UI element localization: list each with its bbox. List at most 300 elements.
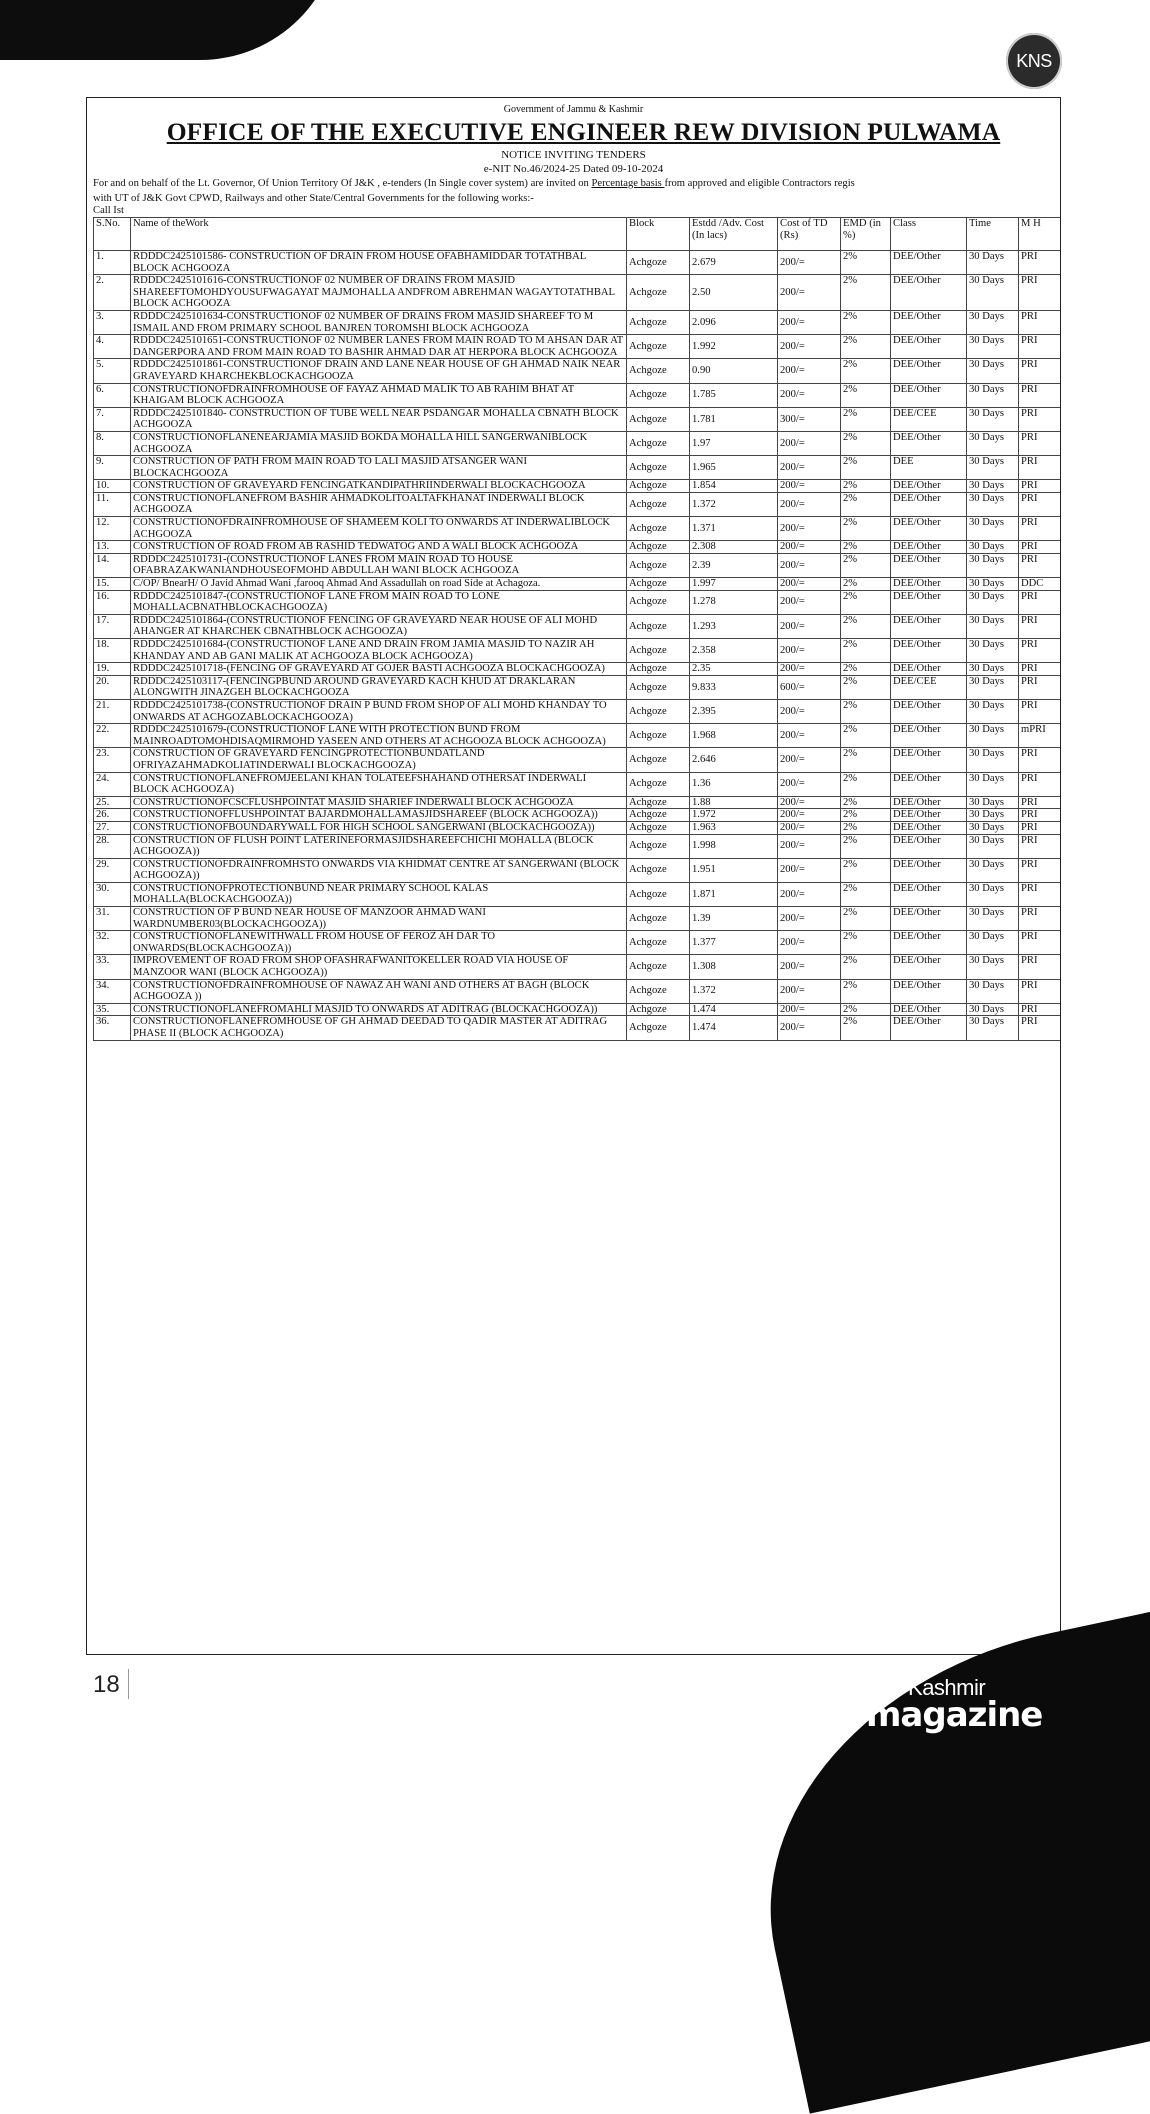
td-cost-cell: 200/= [778, 858, 841, 882]
td-cost-cell: 200/= [778, 931, 841, 955]
td-cost-cell: 200/= [778, 431, 841, 455]
work-name-cell: CONSTRUCTIONOFDRAINFROMHOUSE OF FAYAZ AHMAD MALIK TO AB RAHIM BHAT AT KHAIGAM BLOCK ACHGOOZA [131, 383, 627, 407]
work-name-cell: RDDDC2425101861-CONSTRUCTIONOF DRAIN AND LANE NEAR HOUSE OF GH AHMAD NAIK NEAR GRAVEYARD KHARCHEKBLOCKACHGOOZA [131, 359, 627, 383]
time-cell: 30 Days [967, 979, 1019, 1003]
work-name-cell: CONSTRUCTION OF PATH FROM MAIN ROAD TO LALI MASJID ATSANGER WANI BLOCKACHGOOZA [131, 456, 627, 480]
class-cell: DEE/Other [891, 834, 967, 858]
time-cell: 30 Days [967, 1003, 1019, 1016]
government-line: Government of Jammu & Kashmir [503, 104, 644, 115]
mh-cell: PRI [1019, 407, 1062, 431]
work-name-cell: CONSTRUCTIONOFBOUNDARYWALL FOR HIGH SCHOOL SANGERWANI (BLOCKACHGOOZA)) [131, 821, 627, 834]
kns-logo-badge: KNS [1006, 33, 1062, 89]
class-cell: DEE/Other [891, 724, 967, 748]
sno-cell: 11. [94, 492, 131, 516]
table-row [94, 955, 1062, 979]
mh-cell: PRI [1019, 492, 1062, 516]
time-cell: 30 Days [967, 821, 1019, 834]
sno-cell: 22. [94, 724, 131, 748]
table-row [94, 1003, 1062, 1016]
class-cell: DEE/Other [891, 614, 967, 638]
table-header-row [94, 218, 1062, 251]
sno-cell: 30. [94, 882, 131, 906]
emd-cell: 2% [841, 553, 891, 577]
sno-cell: 4. [94, 335, 131, 359]
class-cell: DEE/Other [891, 359, 967, 383]
work-name-cell: RDDDC2425101840- CONSTRUCTION OF TUBE WELL NEAR PSDANGAR MOHALLA CBNATH BLOCK ACHGOOZA [131, 407, 627, 431]
work-name-cell: CONSTRUCTIONOFLANEFROM BASHIR AHMADKOLITOALTAFKHANAT INDERWALI BLOCK ACHGOOZA [131, 492, 627, 516]
work-name-cell: CONSTRUCTIONOFDRAINFROMHOUSE OF SHAMEEM KOLI TO ONWARDS AT INDERWALIBLOCK ACHGOOZA [131, 517, 627, 541]
block-cell: Achgoze [627, 578, 690, 591]
sno-cell: 16. [94, 590, 131, 614]
td-cost-cell: 600/= [778, 675, 841, 699]
emd-cell: 2% [841, 614, 891, 638]
block-cell: Achgoze [627, 858, 690, 882]
block-cell: Achgoze [627, 359, 690, 383]
work-name-cell: CONSTRUCTIONOFLANEWITHWALL FROM HOUSE OF FEROZ AH DAR TO ONWARDS(BLOCKACHGOOZA)) [131, 931, 627, 955]
sno-cell: 5. [94, 359, 131, 383]
sno-cell: 35. [94, 1003, 131, 1016]
cost-cell: 1.278 [690, 590, 778, 614]
block-cell: Achgoze [627, 1016, 690, 1040]
emd-cell: 2% [841, 639, 891, 663]
col-header: Class [891, 218, 967, 251]
time-cell: 30 Days [967, 639, 1019, 663]
work-name-cell: CONSTRUCTIONOFLANEFROMJEELANI KHAN TOLATEEFSHAHAND OTHERSAT INDERWALI BLOCK ACHGOOZA) [131, 772, 627, 796]
table-row [94, 663, 1062, 676]
cost-cell: 1.965 [690, 456, 778, 480]
td-cost-cell: 200/= [778, 1003, 841, 1016]
td-cost-cell: 200/= [778, 359, 841, 383]
class-cell: DEE/Other [891, 931, 967, 955]
notice-heading: NOTICE INVITING TENDERS [501, 149, 646, 161]
time-cell: 30 Days [967, 809, 1019, 822]
block-cell: Achgoze [627, 517, 690, 541]
class-cell: DEE/Other [891, 858, 967, 882]
table-row [94, 310, 1062, 334]
table-row [94, 675, 1062, 699]
emd-cell: 2% [841, 907, 891, 931]
sno-cell: 29. [94, 858, 131, 882]
table-row [94, 431, 1062, 455]
cost-cell: 2.35 [690, 663, 778, 676]
emd-cell: 2% [841, 1003, 891, 1016]
work-name-cell: RDDDC2425101616-CONSTRUCTIONOF 02 NUMBER OF DRAINS FROM MASJID SHAREEFTOMOHDYOUSUFWAGAYAT MAJMOHALLA ANDFROM ABREHMAN WAGAYTOTATHBAL BLOCK ACHGOOZA [131, 275, 627, 311]
block-cell: Achgoze [627, 541, 690, 554]
table-row [94, 480, 1062, 493]
work-name-cell: CONSTRUCTIONOFDRAINFROMHOUSE OF NAWAZ AH WANI AND OTHERS AT BAGH (BLOCK ACHGOOZA )) [131, 979, 627, 1003]
time-cell: 30 Days [967, 383, 1019, 407]
sno-cell: 9. [94, 456, 131, 480]
work-name-cell: CONSTRUCTIONOFCSCFLUSHPOINTAT MASJID SHARIEF INDERWALI BLOCK ACHGOOZA [131, 796, 627, 809]
cost-cell: 1.992 [690, 335, 778, 359]
mh-cell: PRI [1019, 663, 1062, 676]
class-cell: DEE/Other [891, 809, 967, 822]
cost-cell: 1.854 [690, 480, 778, 493]
td-cost-cell: 200/= [778, 492, 841, 516]
magazine-logo-bottom: magazine [866, 1695, 1043, 1735]
time-cell: 30 Days [967, 724, 1019, 748]
cost-cell: 1.474 [690, 1003, 778, 1016]
time-cell: 30 Days [967, 590, 1019, 614]
td-cost-cell: 200/= [778, 979, 841, 1003]
td-cost-cell: 200/= [778, 882, 841, 906]
work-name-cell: CONSTRUCTIONOFDRAINFROMHSTO ONWARDS VIA KHIDMAT CENTRE AT SANGERWANI (BLOCK ACHGOOZA)) [131, 858, 627, 882]
intro-text-line2: with UT of J&K Govt CPWD, Railways and other State/Central Governments for the following works:- [93, 193, 534, 204]
work-name-cell: CONSTRUCTIONOFLANEFROMAHLI MASJID TO ONWARDS AT ADITRAG (BLOCKACHGOOZA)) [131, 1003, 627, 1016]
cost-cell: 1.88 [690, 796, 778, 809]
col-header: M H [1019, 218, 1062, 251]
sno-cell: 31. [94, 907, 131, 931]
td-cost-cell: 200/= [778, 821, 841, 834]
footer-decoration [722, 1586, 1150, 2113]
emd-cell: 2% [841, 310, 891, 334]
time-cell: 30 Days [967, 480, 1019, 493]
class-cell: DEE/Other [891, 699, 967, 723]
table-row [94, 553, 1062, 577]
sno-cell: 8. [94, 431, 131, 455]
sno-cell: 1. [94, 251, 131, 275]
class-cell: DEE/Other [891, 275, 967, 311]
td-cost-cell: 200/= [778, 383, 841, 407]
cost-cell: 2.50 [690, 275, 778, 311]
emd-cell: 2% [841, 809, 891, 822]
class-cell: DEE/Other [891, 517, 967, 541]
emd-cell: 2% [841, 517, 891, 541]
table-row [94, 492, 1062, 516]
class-cell: DEE/Other [891, 907, 967, 931]
table-row [94, 541, 1062, 554]
td-cost-cell: 200/= [778, 1016, 841, 1040]
emd-cell: 2% [841, 251, 891, 275]
td-cost-cell: 200/= [778, 772, 841, 796]
emd-cell: 2% [841, 724, 891, 748]
td-cost-cell: 200/= [778, 517, 841, 541]
work-name-cell: RDDDC2425101864-(CONSTRUCTIONOF FENCING OF GRAVEYARD NEAR HOUSE OF ALI MOHD AHANGER AT KHARCHEK CBNATHBLOCK ACHGOOZA) [131, 614, 627, 638]
sno-cell: 13. [94, 541, 131, 554]
work-name-cell: IMPROVEMENT OF ROAD FROM SHOP OFASHRAFWANITOKELLER ROAD VIA HOUSE OF MANZOOR WANI (BLOCK ACHGOOZA)) [131, 955, 627, 979]
sno-cell: 3. [94, 310, 131, 334]
mh-cell: PRI [1019, 517, 1062, 541]
works-table [93, 217, 1061, 1041]
cost-cell: 2.358 [690, 639, 778, 663]
col-header: Cost of TD (Rs) [778, 218, 841, 251]
sno-cell: 2. [94, 275, 131, 311]
block-cell: Achgoze [627, 1003, 690, 1016]
mh-cell: PRI [1019, 796, 1062, 809]
emd-cell: 2% [841, 955, 891, 979]
office-title: OFFICE OF THE EXECUTIVE ENGINEER REW DIVISION PULWAMA [166, 117, 1001, 146]
work-name-cell: RDDDC2425101731-(CONSTRUCTIONOF LANES FROM MAIN ROAD TO HOUSE OFABRAZAKWANIANDHOUSEOFMOHD ABDULLAH WANI BLOCK ACHGOOZA [131, 553, 627, 577]
col-header: Estdd /Adv. Cost (In lacs) [690, 218, 778, 251]
cost-cell: 2.096 [690, 310, 778, 334]
mh-cell: PRI [1019, 480, 1062, 493]
mh-cell: PRI [1019, 639, 1062, 663]
col-header: EMD (in %) [841, 218, 891, 251]
emd-cell: 2% [841, 1016, 891, 1040]
work-name-cell: RDDDC2425101634-CONSTRUCTIONOF 02 NUMBER OF DRAINS FROM MASJID SHAREEF TO M ISMAIL AND FROM PRIMARY SCHOOL BANJREN TOROMSHI BLOCK ACHGOOZA [131, 310, 627, 334]
col-header: Name of theWork [131, 218, 627, 251]
table-row [94, 335, 1062, 359]
class-cell: DEE [891, 456, 967, 480]
sno-cell: 27. [94, 821, 131, 834]
time-cell: 30 Days [967, 699, 1019, 723]
td-cost-cell: 200/= [778, 955, 841, 979]
block-cell: Achgoze [627, 456, 690, 480]
mh-cell: PRI [1019, 1016, 1062, 1040]
page-number-divider [128, 1669, 129, 1699]
work-name-cell: C/OP/ BnearH/ O Javid Ahmad Wani ,farooq Ahmad And Assadullah on road Side at Achagoza. [131, 578, 627, 591]
cost-cell: 1.372 [690, 492, 778, 516]
cost-cell: 1.293 [690, 614, 778, 638]
td-cost-cell: 200/= [778, 834, 841, 858]
work-name-cell: CONSTRUCTIONOFLANEFROMHOUSE OF GH AHMAD DEEDAD TO QADIR MASTER AT ADITRAG PHASE II (BLOCK ACHGOOZA) [131, 1016, 627, 1040]
cost-cell: 1.871 [690, 882, 778, 906]
td-cost-cell: 200/= [778, 699, 841, 723]
td-cost-cell: 200/= [778, 310, 841, 334]
table-row [94, 858, 1062, 882]
class-cell: DEE/Other [891, 251, 967, 275]
work-name-cell: CONSTRUCTIONOFLANENEARJAMIA MASJID BOKDA MOHALLA HILL SANGERWANIBLOCK ACHGOOZA [131, 431, 627, 455]
mh-cell: PRI [1019, 359, 1062, 383]
emd-cell: 2% [841, 834, 891, 858]
sno-cell: 28. [94, 834, 131, 858]
emd-cell: 2% [841, 492, 891, 516]
block-cell: Achgoze [627, 251, 690, 275]
block-cell: Achgoze [627, 663, 690, 676]
work-name-cell: CONSTRUCTION OF ROAD FROM AB RASHID TEDWATOG AND A WALI BLOCK ACHGOOZA [131, 541, 627, 554]
table-row [94, 882, 1062, 906]
cost-cell: 1.371 [690, 517, 778, 541]
work-name-cell: CONSTRUCTIONOFFLUSHPOINTAT BAJARDMOHALLAMASJIDSHAREEF (BLOCK ACHGOOZA)) [131, 809, 627, 822]
mh-cell: PRI [1019, 882, 1062, 906]
mh-cell: PRI [1019, 310, 1062, 334]
col-header: S.No. [94, 218, 131, 251]
magazine-logo-top: The Kashmir [866, 1675, 986, 1700]
mh-cell: PRI [1019, 907, 1062, 931]
table-row [94, 834, 1062, 858]
cost-cell: 1.372 [690, 979, 778, 1003]
mh-cell: PRI [1019, 699, 1062, 723]
td-cost-cell: 200/= [778, 456, 841, 480]
time-cell: 30 Days [967, 431, 1019, 455]
table-row [94, 251, 1062, 275]
emd-cell: 2% [841, 541, 891, 554]
mh-cell: PRI [1019, 821, 1062, 834]
block-cell: Achgoze [627, 492, 690, 516]
emd-cell: 2% [841, 431, 891, 455]
cost-cell: 0.90 [690, 359, 778, 383]
table-row [94, 275, 1062, 311]
table-row [94, 907, 1062, 931]
work-name-cell: RDDDC2425101738-(CONSTRUCTIONOF DRAIN P BUND FROM SHOP OF ALI MOHD KHANDAY TO ONWARDS AT ACHGOZABLOCKACHGOOZA) [131, 699, 627, 723]
time-cell: 30 Days [967, 1016, 1019, 1040]
class-cell: DEE/Other [891, 639, 967, 663]
class-cell: DEE/Other [891, 772, 967, 796]
emd-cell: 2% [841, 663, 891, 676]
cost-cell: 1.39 [690, 907, 778, 931]
class-cell: DEE/Other [891, 979, 967, 1003]
work-name-cell: RDDDC2425101651-CONSTRUCTIONOF 02 NUMBER LANES FROM MAIN ROAD TO M AHSAN DAR AT DANGERPORA AND FROM MAIN ROAD TO BASHIR AHMAD DAR AT HERPORA BLOCK ACHGOOZA [131, 335, 627, 359]
class-cell: DEE/Other [891, 1016, 967, 1040]
emd-cell: 2% [841, 858, 891, 882]
mh-cell: PRI [1019, 275, 1062, 311]
time-cell: 30 Days [967, 310, 1019, 334]
cost-cell: 1.963 [690, 821, 778, 834]
time-cell: 30 Days [967, 517, 1019, 541]
class-cell: DEE/Other [891, 1003, 967, 1016]
mh-cell: DDC [1019, 578, 1062, 591]
time-cell: 30 Days [967, 931, 1019, 955]
class-cell: DEE/Other [891, 796, 967, 809]
td-cost-cell: 200/= [778, 639, 841, 663]
work-name-cell: CONSTRUCTION OF P BUND NEAR HOUSE OF MANZOOR AHMAD WANI WARDNUMBER03(BLOCKACHGOOZA)) [131, 907, 627, 931]
table-row [94, 979, 1062, 1003]
work-name-cell: CONSTRUCTIONOFPROTECTIONBUND NEAR PRIMARY SCHOOL KALAS MOHALLA(BLOCKACHGOOZA)) [131, 882, 627, 906]
time-cell: 30 Days [967, 275, 1019, 311]
time-cell: 30 Days [967, 955, 1019, 979]
block-cell: Achgoze [627, 310, 690, 334]
td-cost-cell: 200/= [778, 907, 841, 931]
class-cell: DEE/Other [891, 553, 967, 577]
block-cell: Achgoze [627, 614, 690, 638]
mh-cell: PRI [1019, 955, 1062, 979]
cost-cell: 1.951 [690, 858, 778, 882]
time-cell: 30 Days [967, 772, 1019, 796]
enit-number: e-NIT No.46/2024-25 Dated 09-10-2024 [483, 163, 664, 175]
emd-cell: 2% [841, 931, 891, 955]
block-cell: Achgoze [627, 335, 690, 359]
cost-cell: 1.785 [690, 383, 778, 407]
emd-cell: 2% [841, 821, 891, 834]
block-cell: Achgoze [627, 383, 690, 407]
cost-cell: 1.474 [690, 1016, 778, 1040]
td-cost-cell: 200/= [778, 251, 841, 275]
table-row [94, 456, 1062, 480]
cost-cell: 2.39 [690, 553, 778, 577]
time-cell: 30 Days [967, 834, 1019, 858]
emd-cell: 2% [841, 335, 891, 359]
emd-cell: 2% [841, 796, 891, 809]
sno-cell: 34. [94, 979, 131, 1003]
block-cell: Achgoze [627, 675, 690, 699]
cost-cell: 1.972 [690, 809, 778, 822]
emd-cell: 2% [841, 699, 891, 723]
mh-cell: PRI [1019, 383, 1062, 407]
block-cell: Achgoze [627, 748, 690, 772]
table-row [94, 821, 1062, 834]
block-cell: Achgoze [627, 480, 690, 493]
emd-cell: 2% [841, 748, 891, 772]
block-cell: Achgoze [627, 907, 690, 931]
block-cell: Achgoze [627, 772, 690, 796]
block-cell: Achgoze [627, 699, 690, 723]
table-row [94, 724, 1062, 748]
sno-cell: 10. [94, 480, 131, 493]
block-cell: Achgoze [627, 724, 690, 748]
block-cell: Achgoze [627, 821, 690, 834]
time-cell: 30 Days [967, 456, 1019, 480]
table-row [94, 748, 1062, 772]
time-cell: 30 Days [967, 251, 1019, 275]
cost-cell: 1.968 [690, 724, 778, 748]
block-cell: Achgoze [627, 979, 690, 1003]
mh-cell: PRI [1019, 675, 1062, 699]
class-cell: DEE/Other [891, 383, 967, 407]
cost-cell: 1.781 [690, 407, 778, 431]
table-row [94, 639, 1062, 663]
work-name-cell: RDDDC2425101684-(CONSTRUCTIONOF LANE AND DRAIN FROM JAMIA MASJID TO NAZIR AH KHANDAY AND AB GANI MALIK AT ACHGOOZA BLOCK ACHGOOZA) [131, 639, 627, 663]
emd-cell: 2% [841, 359, 891, 383]
td-cost-cell: 200/= [778, 748, 841, 772]
mh-cell: PRI [1019, 335, 1062, 359]
cost-cell: 2.679 [690, 251, 778, 275]
td-cost-cell: 300/= [778, 407, 841, 431]
mh-cell: PRI [1019, 541, 1062, 554]
corner-decoration [0, 0, 340, 60]
td-cost-cell: 200/= [778, 553, 841, 577]
time-cell: 30 Days [967, 541, 1019, 554]
block-cell: Achgoze [627, 639, 690, 663]
time-cell: 30 Days [967, 492, 1019, 516]
class-cell: DEE/Other [891, 882, 967, 906]
td-cost-cell: 200/= [778, 480, 841, 493]
time-cell: 30 Days [967, 663, 1019, 676]
emd-cell: 2% [841, 590, 891, 614]
magazine-logo [866, 1675, 1043, 1735]
block-cell: Achgoze [627, 796, 690, 809]
sno-cell: 14. [94, 553, 131, 577]
table-row [94, 796, 1062, 809]
class-cell: DEE/Other [891, 310, 967, 334]
sno-cell: 24. [94, 772, 131, 796]
emd-cell: 2% [841, 275, 891, 311]
time-cell: 30 Days [967, 675, 1019, 699]
block-cell: Achgoze [627, 275, 690, 311]
cost-cell: 9.833 [690, 675, 778, 699]
emd-cell: 2% [841, 480, 891, 493]
table-row [94, 1016, 1062, 1040]
col-header: Block [627, 218, 690, 251]
cost-cell: 1.97 [690, 431, 778, 455]
intro-text: For and on behalf of the Lt. Governor, Of Union Territory Of J&K , e-tenders (In Single cover system) are invited on Percentage basis from approved and eligible Contractors regis [93, 178, 855, 189]
emd-cell: 2% [841, 383, 891, 407]
work-name-cell: RDDDC2425101847-(CONSTRUCTIONOF LANE FROM MAIN ROAD TO LONE MOHALLACBNATHBLOCKACHGOOZA) [131, 590, 627, 614]
block-cell: Achgoze [627, 955, 690, 979]
work-name-cell: RDDDC2425101718-(FENCING OF GRAVEYARD AT GOJER BASTI ACHGOOZA BLOCKACHGOOZA) [131, 663, 627, 676]
td-cost-cell: 200/= [778, 809, 841, 822]
time-cell: 30 Days [967, 407, 1019, 431]
work-name-cell: RDDDC2425101586- CONSTRUCTION OF DRAIN FROM HOUSE OFABHAMIDDAR TOTATHBAL BLOCK ACHGOOZA [131, 251, 627, 275]
sno-cell: 15. [94, 578, 131, 591]
time-cell: 30 Days [967, 858, 1019, 882]
table-row [94, 359, 1062, 383]
emd-cell: 2% [841, 979, 891, 1003]
table-row [94, 383, 1062, 407]
time-cell: 30 Days [967, 553, 1019, 577]
sno-cell: 20. [94, 675, 131, 699]
time-cell: 30 Days [967, 578, 1019, 591]
mh-cell: PRI [1019, 1003, 1062, 1016]
work-name-cell: RDDDC2425101679-(CONSTRUCTIONOF LANE WITH PROTECTION BUND FROM MAINROADTOMOHDISAQMIRMOHD YASEEN AND OTHERS AT ACHGOOZA BLOCK ACHGOOZA) [131, 724, 627, 748]
cost-cell: 1.997 [690, 578, 778, 591]
mh-cell: PRI [1019, 748, 1062, 772]
mh-cell: PRI [1019, 614, 1062, 638]
page-number: 18 [93, 1671, 120, 1698]
td-cost-cell: 200/= [778, 578, 841, 591]
sno-cell: 25. [94, 796, 131, 809]
cost-cell: 2.646 [690, 748, 778, 772]
sno-cell: 19. [94, 663, 131, 676]
